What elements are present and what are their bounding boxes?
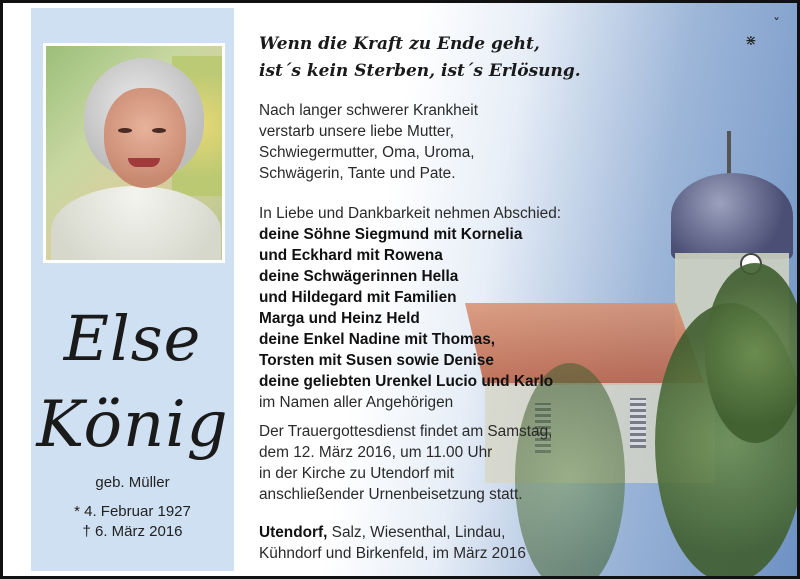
announcement-line: Schwägerin, Tante und Pate. (259, 165, 456, 182)
place-date (259, 522, 526, 564)
church-dome (671, 173, 793, 259)
last-name: König (36, 388, 229, 462)
church-window (630, 398, 646, 448)
announcement-line: Nach langer schwerer Krankheit (259, 102, 478, 119)
birth-name: geb. Müller (95, 474, 170, 491)
mourners-closing: im Namen aller Angehörigen (259, 394, 454, 411)
tree (705, 263, 800, 443)
mourner-line: und Eckhard mit Rowena (259, 247, 443, 264)
photo-eye (152, 128, 166, 133)
place-line-2: Kühndorf und Birkenfeld, im März 2016 (259, 545, 526, 562)
mourner-line: deine Enkel Nadine mit Thomas, (259, 331, 496, 348)
service-line: anschließender Urnenbeisetzung statt. (259, 486, 523, 503)
bird-icon: ⋇ (745, 33, 757, 49)
photo-eye (118, 128, 132, 133)
service-line: dem 12. März 2016, um 11.00 Uhr (259, 444, 493, 461)
mourner-line: deine Söhne Siegmund mit Kornelia (259, 226, 523, 243)
portrait-photo (43, 43, 225, 263)
place-others: Salz, Wiesenthal, Lindau, (327, 524, 506, 541)
photo-clothing (51, 186, 221, 263)
service-line: in der Kirche zu Utendorf mit (259, 465, 455, 482)
bird-icon: ˇ (773, 17, 780, 33)
quote (259, 31, 581, 85)
place-line (259, 522, 526, 543)
service-info (259, 421, 552, 505)
mourner-line: Torsten mit Susen sowie Denise (259, 352, 494, 369)
birth-date: * 4. Februar 1927 (74, 503, 191, 520)
farewell-intro: In Liebe und Dankbarkeit nehmen Abschied: (259, 205, 562, 222)
announcement (259, 100, 478, 184)
announcement-line: verstarb unsere liebe Mutter, (259, 123, 455, 140)
mourner-line: deine Schwägerinnen Hella (259, 268, 459, 285)
photo-face (104, 88, 186, 188)
announcement-line: Schwiegermutter, Oma, Uroma, (259, 144, 475, 161)
service-line: Der Trauergottesdienst findet am Samstag, (259, 423, 553, 440)
left-panel (31, 8, 234, 571)
church-spire (727, 131, 731, 179)
first-name: Else (63, 302, 202, 375)
mourner-line: und Hildegard mit Familien (259, 289, 457, 306)
mourners-block (259, 203, 561, 413)
mourner-line: deine geliebten Urenkel Lucio und Karlo (259, 373, 554, 390)
photo-mouth (128, 158, 160, 167)
death-date: † 6. März 2016 (82, 523, 183, 540)
place-town: Utendorf, (259, 524, 328, 541)
mourner-line: Marga und Heinz Held (259, 310, 420, 327)
quote-line: ist´s kein Sterben, ist´s Erlösung. (259, 61, 581, 81)
quote-line: Wenn die Kraft zu Ende geht, (259, 34, 540, 54)
